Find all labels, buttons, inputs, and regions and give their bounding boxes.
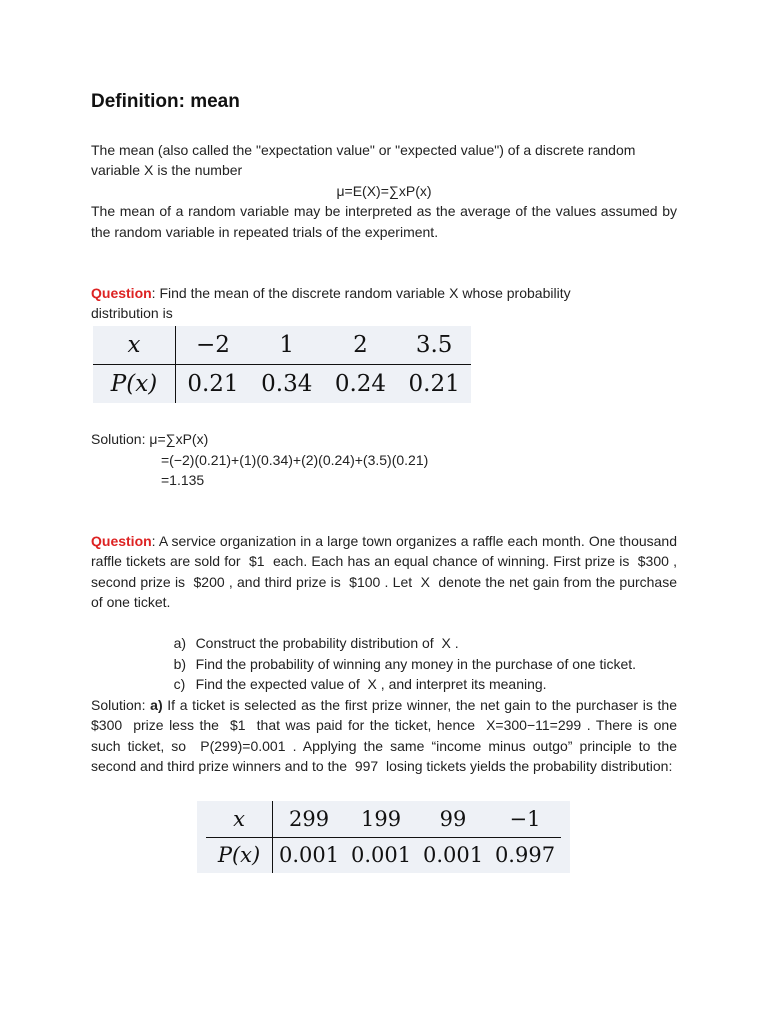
table-2-x-value: 199	[345, 801, 417, 837]
definition-variable: X	[144, 162, 154, 179]
table-1-p-value: 0.21	[408, 371, 460, 397]
table-1-p-value: 0.24	[334, 371, 387, 397]
question-1-text-pre: : Find the mean of the discrete random variable	[151, 285, 446, 301]
table-1-x-label: x	[93, 326, 176, 365]
solution-2-text	[91, 695, 685, 777]
solution-2-part: a)	[150, 697, 163, 713]
definition-line-2-pre: variable	[91, 162, 141, 179]
solution-1	[91, 429, 208, 449]
item-text: Find the probability of winning any money in the purchase of one ticket.	[195, 656, 637, 673]
item-text: Construct the probability distribution of X .	[195, 635, 459, 652]
definition-title: Definition: mean	[91, 91, 240, 112]
table-2-x-value: 299	[273, 801, 346, 837]
distribution-table-1	[93, 326, 471, 403]
item-letter: a)	[173, 635, 187, 652]
definition-line-2	[91, 160, 677, 180]
table-2-x-value: 99	[417, 801, 489, 837]
table-1-p-row	[93, 365, 471, 404]
table-1-x-value: 3.5	[397, 326, 471, 365]
question-2-label: Question	[91, 533, 152, 549]
question-1-variable: X	[449, 285, 459, 301]
question-1-label: Question	[91, 285, 152, 301]
question-2-text	[91, 531, 681, 613]
table-1-p-value: 0.34	[261, 371, 313, 397]
table-2-p-label: P(x)	[206, 837, 273, 873]
table-2-p-value: 0.997	[494, 843, 556, 868]
table-1-p-label: P(x)	[93, 365, 176, 404]
definition-line-1: The mean (also called the "expectation value" or "expected value") of a discrete random	[91, 142, 636, 158]
item-letter: c)	[173, 676, 186, 693]
table-1-x-value: −2	[176, 326, 250, 365]
table-2-x-label: x	[206, 801, 273, 837]
table-1-x-row	[93, 326, 471, 365]
definition-line-2-post: is the number	[157, 162, 243, 179]
solution-1-step: =(−2)(0.21)+(1)(0.34)+(2)(0.24)+(3.5)(0.21)	[161, 452, 429, 468]
question-1-text-post: whose probability	[462, 285, 571, 301]
distribution-table-2	[197, 801, 570, 873]
definition-interpretation: The mean of a random variable may be interpreted as the average of the values assumed by the random variable in repeated trials of the experiment.	[91, 203, 677, 240]
solution-1-formula: μ=∑xP(x)	[149, 431, 209, 447]
definition-formula: μ=E(X)=∑xP(x)	[336, 182, 432, 199]
solution-1-label: Solution:	[91, 431, 146, 447]
solution-1-line-1	[91, 429, 208, 449]
question-1-text	[91, 283, 677, 324]
solution-2-label: Solution:	[91, 697, 146, 713]
table-2-p-value: 0.001	[278, 843, 340, 868]
table-1-x-value: 2	[324, 326, 398, 365]
table-2-x-row	[206, 801, 561, 837]
table-1-x-value: 1	[250, 326, 324, 365]
question-2-body: : A service organization in a large town organizes a raffle each month. One thousand raffle tickets are sold for $1 each. Each has an equal chance of winning. First prize is $300 , second prize is $200 , and third prize is $100 . Let X denote the net gain from the purchase of one ticket.	[91, 533, 681, 611]
item-text: Find the expected value of X , and interpret its meaning.	[195, 676, 547, 693]
table-2-p-row	[206, 837, 561, 873]
definition-paragraph	[91, 140, 677, 242]
solution-1-result: =1.135	[161, 472, 205, 488]
table-2-x-value: −1	[489, 801, 561, 837]
item-letter: b)	[173, 656, 187, 673]
table-1-p-value: 0.21	[187, 371, 239, 397]
table-2-p-value: 0.001	[422, 843, 484, 868]
table-2-p-value: 0.001	[350, 843, 412, 868]
question-1-text-line-2: distribution is	[91, 305, 173, 322]
solution-2-body: If a ticket is selected as the first prize winner, the net gain to the purchaser is the $300 prize less the $1 that was paid for the ticket, hence X=300−11=299 . There is one such ticket, so P(299)=0.001 . Applying the same “income minus outgo” principle to the second and third prize winners and to the 997 losing tickets yields the probability distribution:	[91, 697, 685, 775]
